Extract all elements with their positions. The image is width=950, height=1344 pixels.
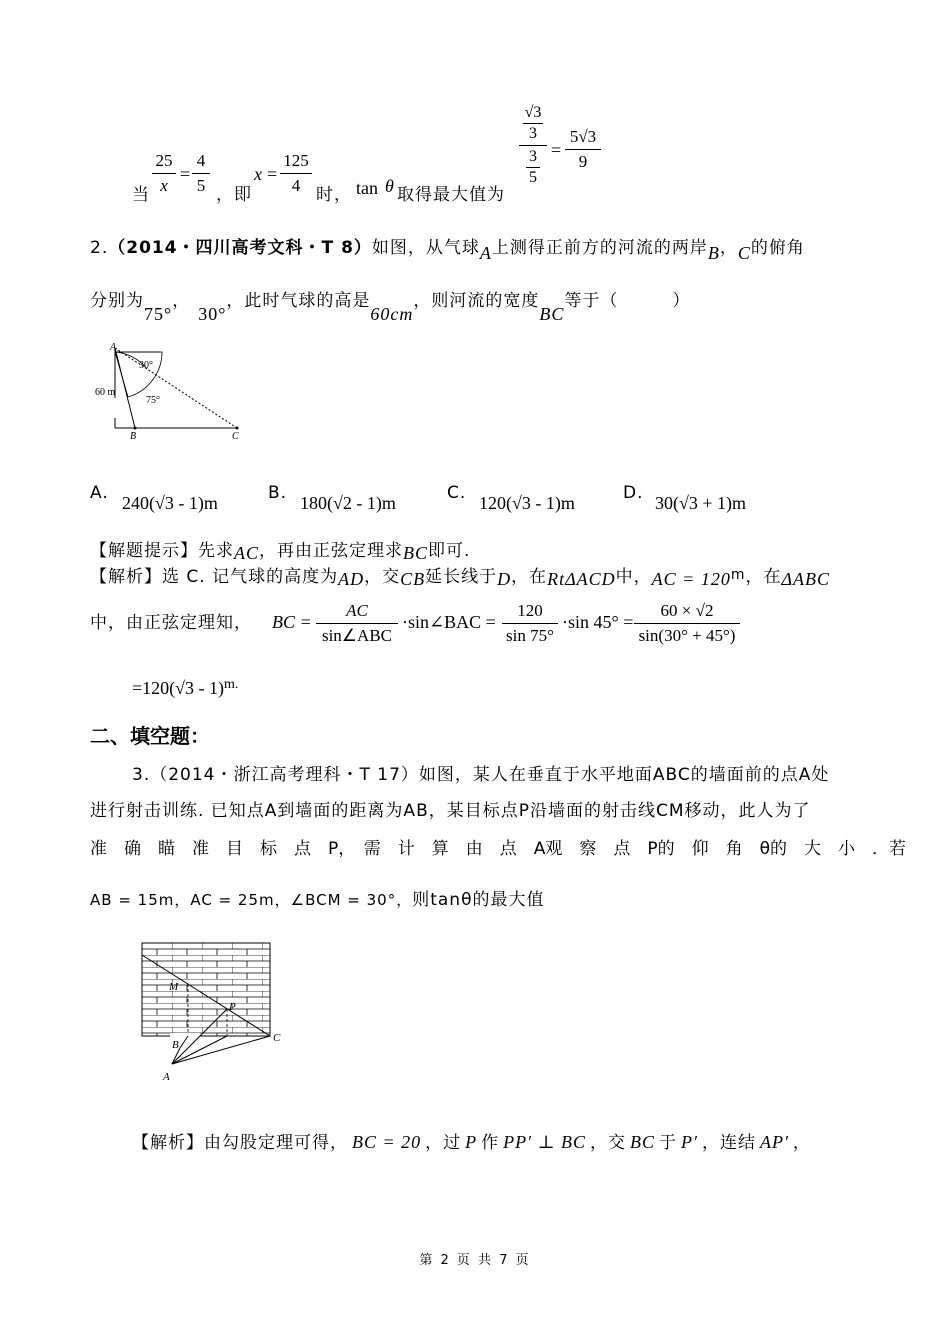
- sqrt3: √3: [524, 104, 542, 121]
- frac-num: 5√3: [569, 127, 597, 146]
- option-a-label[interactable]: A.: [90, 483, 109, 503]
- options-row: [90, 483, 850, 523]
- option-b-label[interactable]: B.: [268, 483, 288, 503]
- q3-line4: AB = 15m，AC = 25m，∠BCM = 30°，则tanθ的最大值: [90, 890, 545, 910]
- fraction-result: [565, 126, 601, 173]
- three: 3: [529, 125, 537, 142]
- q2-line1: 2.（2014・四川高考文科・T 8）如图，从气球A上测得正前方的河流的两岸B，C的俯角: [90, 238, 805, 263]
- frac-120-sin75: 120 sin 75°: [502, 600, 558, 647]
- section-title: 二、填空题：: [90, 724, 210, 748]
- text-max: 取得最大值为: [397, 185, 505, 205]
- text-dang: 当: [132, 185, 150, 205]
- wall-diagram: [130, 940, 290, 1085]
- equals: =: [267, 164, 278, 184]
- eq-bc: BC =: [272, 612, 312, 632]
- frac-num: 25: [155, 151, 173, 170]
- analysis-line1: 【解析】选 C. 记气球的高度为AD，交CB延长线于D，在RtΔACD中，AC = 120m，在ΔABC: [90, 567, 831, 589]
- theta: θ: [385, 176, 394, 196]
- eq-sin-bac: ·sin∠BAC =: [402, 612, 496, 632]
- option-d-label[interactable]: D.: [623, 483, 644, 503]
- eq-sin45: ·sin 45° =: [562, 612, 634, 632]
- label-P: P: [229, 1001, 236, 1013]
- page-footer: 第 2 页 共 7 页: [419, 1253, 531, 1268]
- fraction-25-x: [152, 150, 176, 197]
- label-A: A: [163, 1071, 170, 1083]
- frac-num: 4: [196, 151, 206, 170]
- label-75: 75°: [146, 395, 160, 406]
- option-d-value[interactable]: 30(√3 + 1)m: [655, 493, 747, 513]
- three: 3: [529, 148, 537, 165]
- frac-den: 5: [196, 176, 206, 195]
- complex-fraction: [519, 103, 547, 188]
- text-ji: ，即: [216, 185, 252, 205]
- text-shi: 时，: [316, 185, 352, 205]
- equals: =: [551, 140, 562, 160]
- label-B: B: [130, 431, 137, 442]
- frac-den: x: [160, 176, 168, 195]
- q2-line2: 分别为75°，30°，此时气球的高是60cm，则河流的宽度BC等于（ ）: [90, 291, 691, 324]
- balloon-diagram: [90, 338, 250, 448]
- frac-60sqrt2: 60 × √2 sin(30° + 45°): [634, 600, 740, 647]
- var-x: x: [254, 164, 262, 184]
- option-c-label[interactable]: C.: [447, 483, 467, 503]
- q3-line3: 准 确 瞄 准 目 标 点 P， 需 计 算 由 点 A观 察 点 P的 仰 角 θ的 大 小 ．若: [90, 839, 907, 859]
- label-A: A: [110, 342, 117, 353]
- fraction-125-4: [280, 150, 312, 197]
- q3-line1: 3.（2014・浙江高考理科・T 17）如图，某人在垂直于水平地面ABC的墙面前的点A处: [132, 765, 830, 785]
- label-height: 60 m: [95, 387, 116, 398]
- label-30: 30°: [139, 360, 153, 371]
- label-M: M: [169, 981, 179, 993]
- q2-source: （2014・四川高考文科・T 8）: [108, 238, 372, 258]
- label-C: C: [232, 431, 239, 442]
- frac-den: 9: [578, 152, 588, 171]
- five: 5: [529, 169, 537, 186]
- analysis-result: =120(√3 - 1)$^{m.}$: [132, 677, 239, 698]
- tan: tan: [356, 178, 378, 198]
- q2-num: 2.: [90, 238, 109, 258]
- analysis-line2: 中，由正弦定理知，: [90, 613, 252, 633]
- frac-ac-sin: AC sin∠ABC: [316, 600, 398, 647]
- frac-num: 125: [283, 151, 309, 170]
- frac-den: 4: [291, 176, 301, 195]
- label-B: B: [172, 1039, 179, 1051]
- analysis2-line: 【解析】由勾股定理可得， BC = 20 ，过 P 作 PP′ ⊥ BC ，交 BC 于 P′ ，连结 AP′ ，: [132, 1132, 811, 1153]
- label-C: C: [273, 1032, 281, 1044]
- q3-line2: 进行射击训练. 已知点A到墙面的距离为AB，某目标点P沿墙面的射击线CM移动，此人为了: [90, 801, 811, 821]
- option-b-value[interactable]: 180(√2 - 1)m: [300, 493, 396, 513]
- fraction-4-5: [192, 150, 210, 197]
- option-a-value[interactable]: 240(√3 - 1)m: [122, 493, 218, 513]
- option-c-value[interactable]: 120(√3 - 1)m: [479, 493, 575, 513]
- hint-line: 【解题提示】先求AC，再由正弦定理求BC即可.: [90, 541, 471, 563]
- equals: =: [180, 164, 191, 184]
